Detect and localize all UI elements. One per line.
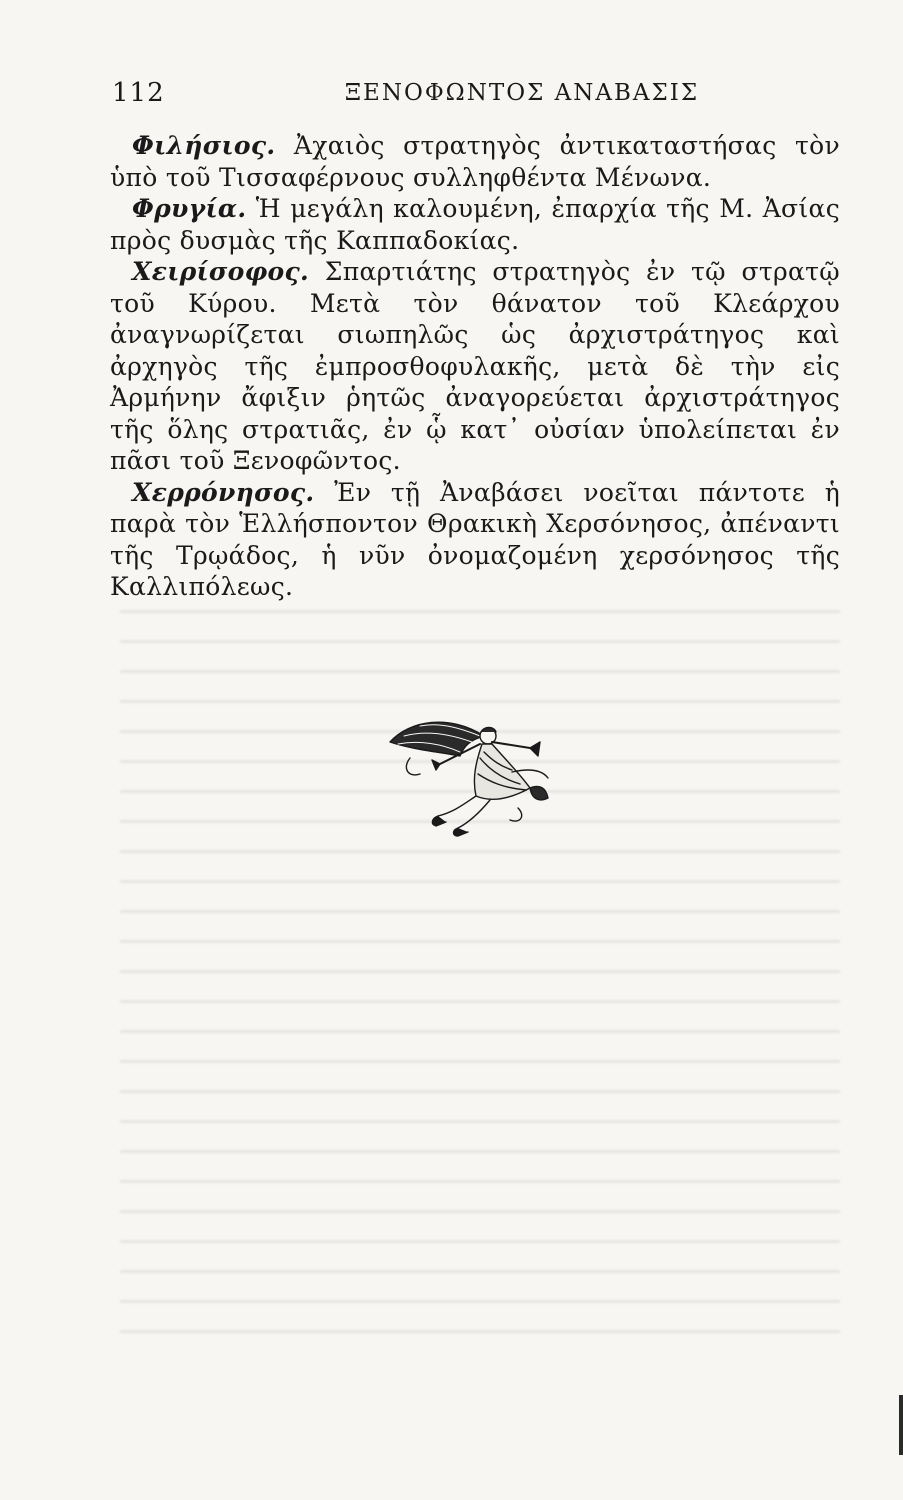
scan-edge-mark — [899, 1395, 903, 1455]
entry-text: Σπαρτιάτης στρατηγὸς ἐν τῷ στρατῷ τοῦ Κύρου. Μετὰ τὸν θάνατον τοῦ Κλεάρχου ἀναγνωρίζεται σιωπηλῶς ὡς ἀρχιστράτηγος καὶ ἀρχηγὸς τῆς ἐμπροσθοφυλακῆς, μετὰ δὲ τὴν εἰς Ἀρμήνην ἄφιξιν ῥητῶς ἀναγορεύεται ἀρχιστράτηγος τῆς ὅλης στρατιᾶς, ἐν ᾧ κατ᾽ οὐσίαν ὑπολείπεται ἐν πᾶσι τοῦ Ξενοφῶντος. — [110, 257, 840, 475]
entry-term: Φρυγία. — [132, 194, 247, 223]
glossary-entries — [110, 130, 840, 603]
glossary-entry — [110, 193, 840, 256]
running-title: ΞΕΝΟΦΩΝΤΟΣ ΑΝΑΒΑΣΙΣ — [344, 80, 700, 106]
winged-figure-ornament — [380, 712, 560, 852]
page-header — [112, 78, 837, 118]
glossary-entry — [110, 477, 840, 603]
glossary-entry — [110, 256, 840, 477]
entry-text: Ἡ μεγάλη καλουμένη, ἐπαρχία τῆς Μ. Ἀσίας πρὸς δυσμὰς τῆς Καππαδοκίας. — [110, 194, 840, 255]
page-number: 112 — [112, 78, 165, 108]
entry-text: Ἀχαιὸς στρατηγὸς ἀντικαταστήσας τὸν ὑπὸ τοῦ Τισσαφέρνους συλληφθέντα Μένωνα. — [110, 131, 840, 192]
entry-text: Ἐν τῇ Ἀναβάσει νοεῖται πάντοτε ἡ παρὰ τὸν Ἑλλήσποντον Θρακικὴ Χερσόνησος, ἀπέναντι τῆς Τρῳάδος, ἡ νῦν ὀνομαζομένη χερσόνησος τῆς Καλλιπόλεως. — [110, 477, 840, 601]
entry-term: Χειρίσοφος. — [132, 257, 310, 286]
entry-term: Φιλήσιος. — [132, 131, 276, 160]
entry-term: Χερρόνησος. — [132, 477, 315, 507]
glossary-entry — [110, 130, 840, 193]
reverse-page-bleed-through — [120, 590, 840, 1350]
